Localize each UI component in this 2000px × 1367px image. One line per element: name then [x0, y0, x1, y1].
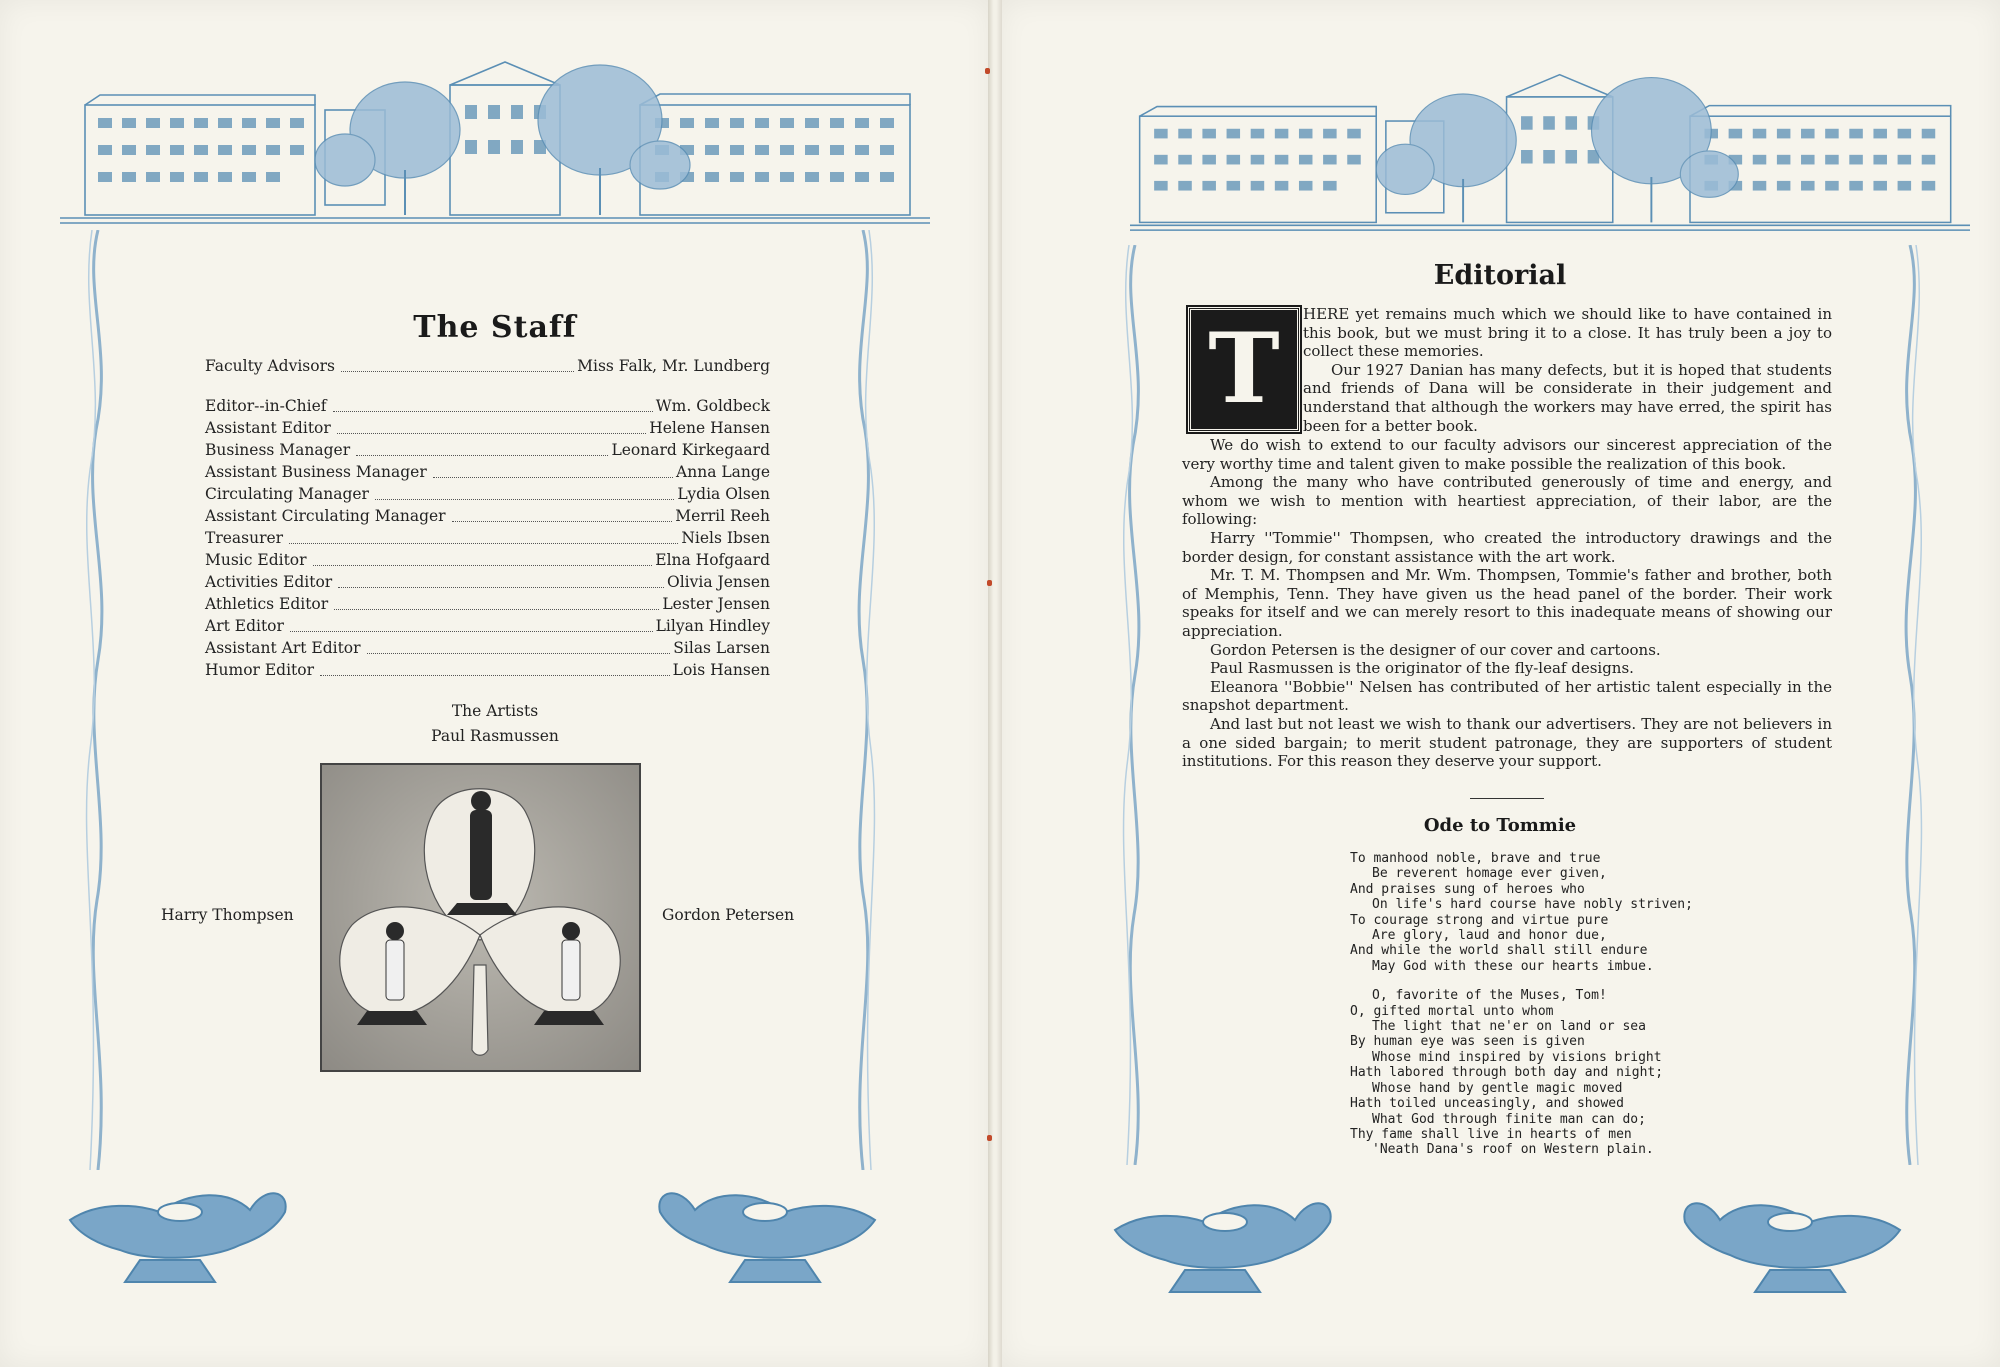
staff-name: Lester Jensen: [662, 595, 770, 613]
staff-row: [205, 637, 770, 659]
campus-header-illustration: [1130, 60, 1970, 240]
editorial-body: [1182, 436, 1832, 771]
staff-role: Humor Editor: [205, 661, 315, 679]
dot-leader: [289, 543, 678, 544]
staff-row: [205, 395, 770, 417]
ode-line: Whose mind inspired by visions bright: [1372, 1049, 1662, 1065]
staff-name: Wm. Goldbeck: [655, 397, 770, 415]
ode-line: To courage strong and virtue pure: [1350, 912, 1609, 928]
ode-line: By human eye was seen is given: [1350, 1034, 1585, 1050]
staff-row: [205, 571, 770, 593]
dot-leader: [320, 675, 670, 676]
staff-row: [205, 549, 770, 571]
editorial-paragraph: Among the many who have contributed generously of time and energy, and whom we wish to mention with heartiest appreciation, of their labor, are the following:: [1182, 473, 1832, 529]
ode-line: Whose hand by gentle magic moved: [1372, 1080, 1623, 1096]
staff-name: Lilyan Hindley: [655, 617, 770, 635]
editorial-paragraph: Gordon Petersen is the designer of our cover and cartoons.: [1210, 640, 1661, 659]
staff-row: [205, 593, 770, 615]
section-divider: [1470, 798, 1544, 799]
dot-leader: [334, 609, 659, 610]
staff-row: [205, 417, 770, 439]
dot-leader: [356, 455, 608, 456]
ode-line: Hath labored through both day and night;: [1350, 1065, 1664, 1081]
ode-line: To manhood noble, brave and true: [1350, 851, 1601, 866]
oil-lamp-illustration: [60, 1150, 300, 1290]
staff-roster: [205, 355, 770, 681]
staff-role: Assistant Circulating Manager: [205, 507, 446, 525]
staff-role: Assistant Editor: [205, 419, 331, 437]
editorial-intro-paragraph: HERE yet remains much which we should like to have contained in this book, but we must bring it to a close. It has truly been a joy to collect these memories.: [1303, 305, 1832, 361]
staff-row: [205, 615, 770, 637]
dot-leader: [333, 411, 653, 412]
artist-name-top: Paul Rasmussen: [431, 727, 559, 745]
binding-mark: [987, 580, 992, 586]
editorial-paragraph: Eleanora ''Bobbie'' Nelsen has contributed of her artistic talent especially in the snapshot department.: [1182, 677, 1832, 715]
ode-line: May God with these our hearts imbue.: [1372, 958, 1654, 974]
artist-caption-right: Gordon Petersen: [662, 906, 795, 924]
staff-role: Activities Editor: [205, 573, 333, 591]
vine-border-left: [78, 230, 118, 1170]
ode-line: Be reverent homage ever given,: [1372, 866, 1607, 882]
dot-leader: [290, 631, 653, 632]
vine-border-right: [843, 230, 883, 1170]
ode-line: 'Neath Dana's roof on Western plain.: [1372, 1142, 1654, 1158]
editorial-paragraph: Harry ''Tommie'' Thompsen, who created the introductory drawings and the border design, for constant assistance with the art work.: [1182, 528, 1832, 566]
staff-name: Elna Hofgaard: [655, 551, 770, 569]
ode-line: Thy fame shall live in hearts of men: [1350, 1126, 1632, 1142]
staff-name: Anna Lange: [676, 463, 770, 481]
staff-role: Circulating Manager: [205, 485, 369, 503]
editorial-intro: [1303, 305, 1832, 435]
oil-lamp-illustration: [1670, 1160, 1910, 1300]
ode-line: And while the world shall still endure: [1350, 943, 1648, 959]
vine-border-left: [1115, 245, 1155, 1165]
artists-heading: The Artists: [451, 702, 539, 720]
staff-name: Silas Larsen: [673, 639, 770, 657]
dot-leader: [452, 521, 673, 522]
binding-mark: [987, 1135, 992, 1141]
drop-cap-letter: T: [1208, 312, 1280, 425]
artists-photo: [320, 763, 641, 1072]
ode-line: And praises sung of heroes who: [1350, 881, 1585, 897]
staff-name: Olivia Jensen: [667, 573, 770, 591]
dot-leader: [375, 499, 674, 500]
ode-line: O, favorite of the Muses, Tom!: [1372, 988, 1607, 1004]
staff-role: Assistant Business Manager: [205, 463, 427, 481]
staff-name: Niels Ibsen: [681, 529, 770, 547]
dot-leader: [367, 653, 671, 654]
editorial-paragraph: And last but not least we wish to thank our advertisers. They are not believers in a one sided bargain; to merit student patronage, they are supporters of student institutions. For this reason they deserve your support.: [1182, 714, 1832, 771]
staff-name: Leonard Kirkegaard: [611, 441, 770, 459]
ode-poem: [1350, 851, 1750, 1158]
staff-name: Merril Reeh: [675, 507, 770, 525]
staff-role: Business Manager: [205, 441, 351, 459]
vine-border-right: [1890, 245, 1930, 1165]
dot-leader: [338, 587, 664, 588]
stanza-break: [1350, 974, 1750, 988]
staff-role: Art Editor: [205, 617, 284, 635]
dot-leader: [313, 565, 653, 566]
editorial-intro-paragraph: Our 1927 Danian has many defects, but it is hoped that students and friends of Dana will be considerate in their judgement and understand that although the workers may have erred, the spirit has been for a better book.: [1303, 360, 1832, 435]
staff-row: [205, 505, 770, 527]
oil-lamp-illustration: [1105, 1160, 1345, 1300]
ode-line: O, gifted mortal unto whom: [1350, 1003, 1554, 1019]
staff-row: [205, 527, 770, 549]
staff-role: Athletics Editor: [205, 595, 329, 613]
ode-line: What God through finite man can do;: [1372, 1111, 1646, 1127]
editorial-paragraph: We do wish to extend to our faculty advisors our sincerest appreciation of the very worthy time and talent given to make possible the realization of this book.: [1182, 436, 1832, 473]
staff-name: Miss Falk, Mr. Lundberg: [577, 357, 770, 375]
ode-line: On life's hard course have nobly striven;: [1372, 897, 1693, 913]
staff-row: [205, 461, 770, 483]
staff-role: Editor--in-Chief: [205, 397, 327, 415]
dot-leader: [433, 477, 673, 478]
staff-title: The Staff: [413, 310, 577, 345]
staff-role: Treasurer: [205, 529, 284, 547]
staff-name: Helene Hansen: [649, 419, 770, 437]
oil-lamp-illustration: [645, 1150, 885, 1290]
ode-title: Ode to Tommie: [1423, 815, 1577, 836]
editorial-paragraph: Paul Rasmussen is the originator of the fly-leaf designs.: [1210, 659, 1634, 678]
staff-row: [205, 659, 770, 681]
staff-row: [205, 483, 770, 505]
ode-line: Are glory, laud and honor due,: [1372, 928, 1607, 944]
dot-leader: [341, 371, 574, 372]
binding-mark: [985, 68, 990, 74]
staff-name: Lydia Olsen: [677, 485, 770, 503]
book-gutter: [988, 0, 1002, 1367]
ornamental-drop-cap: [1188, 307, 1300, 432]
editorial-title: Editorial: [1433, 260, 1567, 291]
staff-role: Music Editor: [205, 551, 307, 569]
staff-row: [205, 439, 770, 461]
shamrock-photo-frame: [322, 765, 639, 1070]
dot-leader: [337, 433, 646, 434]
staff-name: Lois Hansen: [672, 661, 770, 679]
campus-header-illustration: [60, 50, 930, 230]
ode-line: The light that ne'er on land or sea: [1372, 1019, 1646, 1035]
editorial-paragraph: Mr. T. M. Thompsen and Mr. Wm. Thompsen, Tommie's father and brother, both of Memphis, Tenn. They have given us the head panel of the border. Their work speaks for itself and we can merely resort to this inadequate means of showing our appreciation.: [1182, 566, 1832, 640]
staff-row: [205, 355, 770, 377]
staff-role: Faculty Advisors: [205, 357, 335, 375]
ode-line: Hath toiled unceasingly, and showed: [1350, 1096, 1624, 1112]
staff-role: Assistant Art Editor: [205, 639, 361, 657]
artist-caption-left: Harry Thompsen: [161, 906, 294, 924]
